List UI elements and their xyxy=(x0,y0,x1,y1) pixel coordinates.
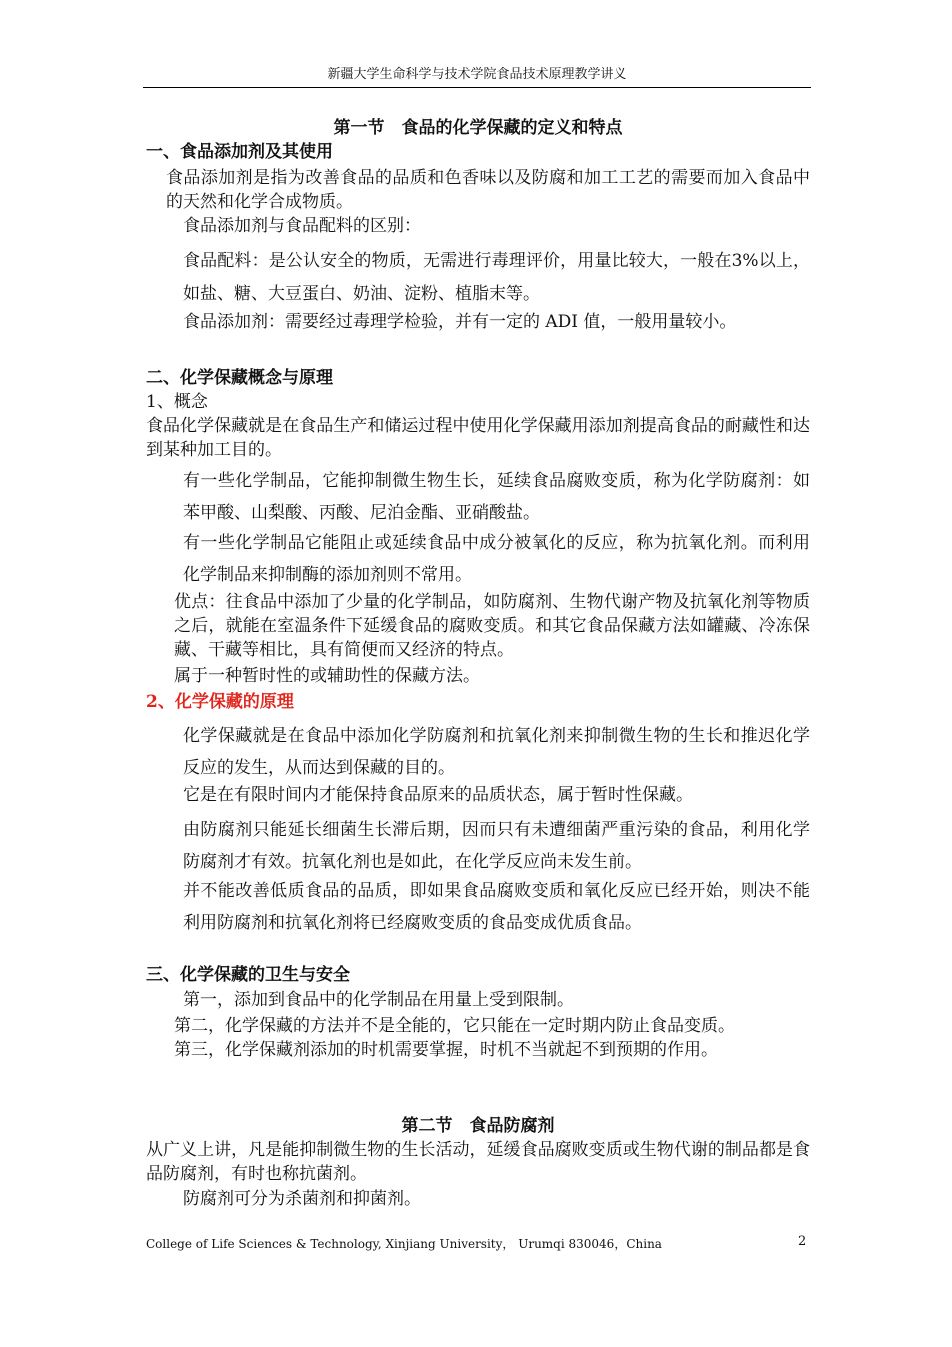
heading-1: 一、食品添加剂及其使用 xyxy=(146,142,333,162)
paragraph-difference: 食品添加剂与食品配料的区别： xyxy=(183,216,421,236)
page-number: 2 xyxy=(798,1234,807,1249)
paragraph-quality: 并不能改善低质食品的品质，即如果食品腐败变质和氧化反应已经开始，则决不能利用防腐剂和抗氧化剂将已经腐败变质的食品变成优质食品。 xyxy=(183,881,810,933)
paragraph-classification: 防腐剂可分为杀菌剂和抑菌剂。 xyxy=(183,1189,421,1209)
section-title-2: 第二节 食品防腐剂 xyxy=(401,1116,555,1136)
paragraph-advantages: 优点：往食品中添加了少量的化学制品，如防腐剂、生物代谢产物及抗氧化剂等物质之后，就能在室温条件下延缓食品的腐败变质。和其它食品保藏方法如罐藏、冷冻保藏、干藏等相比，具有简便而又经济的特点。 xyxy=(174,592,810,660)
paragraph-principle: 化学保藏就是在食品中添加化学防腐剂和抗氧化剂来抑制微生物的生长和推迟化学反应的发生，从而达到保藏的目的。 xyxy=(183,726,810,778)
paragraph-second: 第二，化学保藏的方法并不是全能的，它只能在一定时期内防止食品变质。 xyxy=(174,1016,735,1036)
running-header: 新疆大学生命科学与技术学院食品技术原理教学讲义 xyxy=(327,67,627,82)
header-rule xyxy=(143,87,811,88)
paragraph-additive-toxicology: 食品添加剂：需要经过毒理学检验，并有一定的 ADI 值，一般用量较小。 xyxy=(183,312,737,332)
paragraph-first: 第一，添加到食品中的化学制品在用量上受到限制。 xyxy=(183,990,574,1010)
heading-3: 三、化学保藏的卫生与安全 xyxy=(146,965,350,985)
paragraph-additive-definition: 食品添加剂是指为改善食品的品质和色香味以及防腐和加工工艺的需要而加入食品中的天然和化学合成物质。 xyxy=(166,168,810,212)
paragraph-limited-time: 它是在有限时间内才能保持食品原来的品质状态，属于暂时性保藏。 xyxy=(183,785,693,805)
footer-affiliation: College of Life Sciences & Technology, Xinjiang University， Urumqi 830046，China xyxy=(146,1237,662,1251)
heading-2: 二、化学保藏概念与原理 xyxy=(146,368,333,388)
subheading-concept: 1、概念 xyxy=(146,392,208,412)
paragraph-preservatives: 有一些化学制品，它能抑制微生物生长，延续食品腐败变质，称为化学防腐剂：如苯甲酸、山梨酸、丙酸、尼泊金酯、亚硝酸盐。 xyxy=(183,471,810,523)
paragraph-concept: 食品化学保藏就是在食品生产和储运过程中使用化学保藏用添加剂提高食品的耐藏性和达到某种加工目的。 xyxy=(146,416,810,460)
section-title-1: 第一节 食品的化学保藏的定义和特点 xyxy=(333,118,623,138)
paragraph-antioxidants: 有一些化学制品它能阻止或延续食品中成分被氧化的反应，称为抗氧化剂。而利用化学制品来抑制酶的添加剂则不常用。 xyxy=(183,533,810,585)
subheading-principle: 2、化学保藏的原理 xyxy=(146,692,294,712)
paragraph-temporary: 属于一种暂时性的或辅助性的保藏方法。 xyxy=(174,666,480,686)
paragraph-third: 第三，化学保藏剂添加的时机需要掌握，时机不当就起不到预期的作用。 xyxy=(174,1040,718,1060)
paragraph-ingredients xyxy=(146,245,810,311)
paragraph-lag-phase: 由防腐剂只能延长细菌生长滞后期，因而只有未遭细菌严重污染的食品，利用化学防腐剂才有效。抗氧化剂也是如此，在化学反应尚未发生前。 xyxy=(183,820,810,872)
paragraph-ingredients-text: 食品配料：是公认安全的物质，无需进行毒理评价，用量比较大，一般在3%以上，如盐、糖、大豆蛋白、奶油、淀粉、植脂末等。 xyxy=(183,251,810,304)
paragraph-broad-definition: 从广义上讲，凡是能抑制微生物的生长活动，延缓食品腐败变质或生物代谢的制品都是食品防腐剂，有时也称抗菌剂。 xyxy=(146,1140,810,1184)
